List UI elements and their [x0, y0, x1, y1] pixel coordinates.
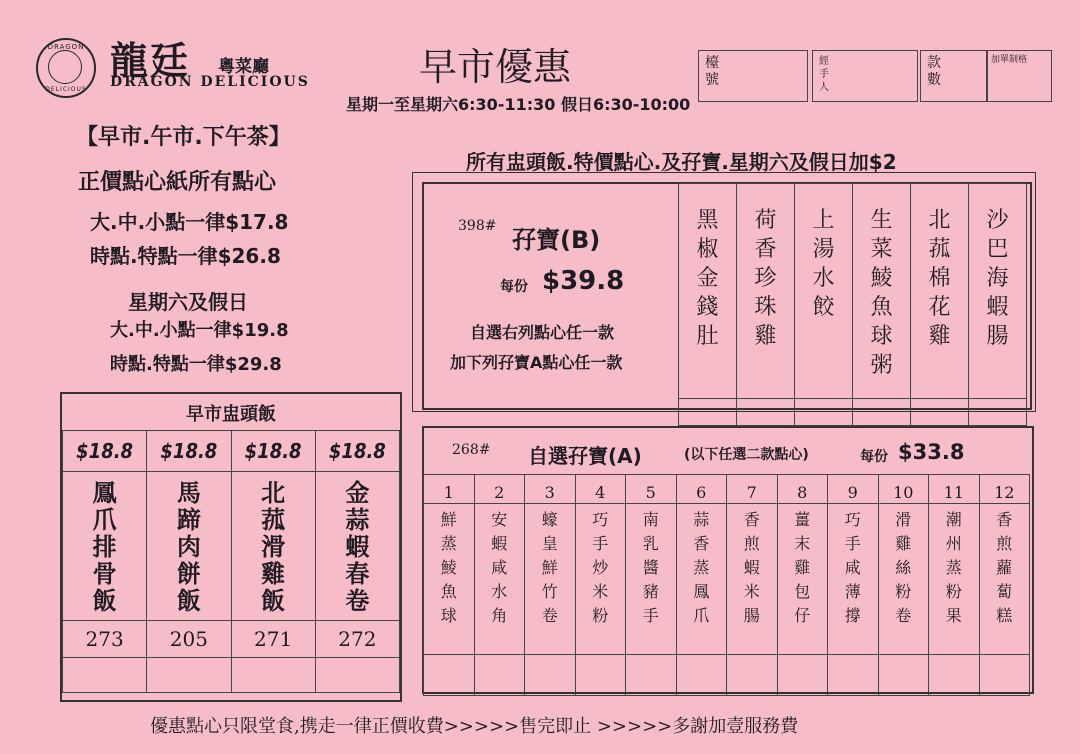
combo-a-item-name: 南 乳 醬 豬 手 [626, 504, 677, 655]
combo-a-item-number: 3 [525, 475, 576, 504]
combo-b-item: 生 菜 鯪 魚 球 粥 [853, 184, 911, 399]
brand-english: DRAGON DELICIOUS [110, 74, 310, 90]
combo-a-item-name: 蠔 皇 鮮 竹 卷 [525, 504, 576, 655]
combo-a-item-number: 7 [727, 475, 778, 504]
rice-price: $18.8 [315, 431, 399, 472]
combo-a-item-number: 1 [424, 475, 475, 504]
combo-a-qty-cell[interactable] [878, 655, 929, 696]
combo-a-qty-cell[interactable] [424, 655, 475, 696]
combo-b-code: 398# [458, 218, 497, 234]
rice-price: $18.8 [63, 431, 147, 472]
rice-qty-cell[interactable] [231, 658, 315, 693]
combo-a-item-number: 9 [828, 475, 879, 504]
rice-qty-cell[interactable] [315, 658, 399, 693]
brand-subtitle: 粵菜廳 [218, 57, 269, 77]
price-note-line-3: 大.中.小點一律$17.8 [90, 210, 289, 234]
combo-b-section [422, 182, 1032, 410]
footer-note: 優惠點心只限堂食,携走一律正價收費>>>>>售完即止 >>>>>多謝加壹服務費 [150, 716, 799, 737]
rice-item-name: 鳳 爪 排 骨 飯 [63, 472, 147, 621]
price-note-line-7: 時點.特點一律$29.8 [110, 354, 282, 375]
combo-b-qty-cell[interactable] [737, 399, 795, 426]
item-count-label: 款數 [927, 55, 941, 88]
combo-b-qty-cell[interactable] [853, 399, 911, 426]
combo-a-item-number: 10 [878, 475, 929, 504]
combo-a-code: 268# [452, 442, 491, 458]
combo-a-item-number: 12 [979, 475, 1030, 504]
combo-a-qty-cell[interactable] [676, 655, 727, 696]
combo-a-price-label: 每份 [860, 449, 888, 465]
price-note-line-4: 時點.特點一律$26.8 [90, 244, 281, 268]
rice-item-code: 205 [147, 621, 231, 658]
opening-hours: 星期一至星期六6:30-11:30 假日6:30-10:00 [346, 95, 691, 114]
combo-a-price: $33.8 [898, 440, 965, 464]
logo-ring-top: DRAGON [47, 43, 85, 51]
price-note-line-5: 星期六及假日 [128, 290, 248, 314]
extra-order-field[interactable] [986, 50, 1052, 102]
combo-b-qty-cell[interactable] [969, 399, 1027, 426]
combo-b-instruction-1: 自選右列點心任一款 [470, 323, 615, 342]
rice-item-name: 北 菰 滑 雞 飯 [231, 472, 315, 621]
combo-b-qty-cell[interactable] [679, 399, 737, 426]
combo-b-item: 沙 巴 海 蝦 腸 [969, 184, 1027, 399]
rice-pot-title: 早市盅頭飯 [186, 404, 276, 425]
combo-b-price: $39.8 [542, 266, 625, 296]
rice-item-name: 金 蒜 蝦 春 卷 [315, 472, 399, 621]
combo-a-qty-cell[interactable] [575, 655, 626, 696]
combo-b-qty-cell[interactable] [911, 399, 969, 426]
rice-price: $18.8 [147, 431, 231, 472]
combo-b-item: 黑 椒 金 錢 肚 [679, 184, 737, 399]
price-note-line-2: 正價點心紙所有點心 [78, 170, 277, 195]
combo-a-item-name: 安 蝦 咸 水 角 [474, 504, 525, 655]
combo-a-item-name: 巧 手 咸 薄 撐 [828, 504, 879, 655]
combo-b-title: 孖寶(B) [512, 226, 601, 254]
handler-field[interactable] [812, 50, 918, 102]
combo-a-items-table [423, 474, 1030, 696]
combo-b-item: 上 湯 水 餃 [795, 184, 853, 399]
combo-b-items-table [678, 183, 1027, 426]
rice-qty-cell[interactable] [147, 658, 231, 693]
rice-qty-cell[interactable] [63, 658, 147, 693]
rice-pot-table [62, 430, 400, 693]
combo-a-item-number: 11 [929, 475, 980, 504]
handler-label: 經手人 [819, 56, 829, 93]
rice-item-code: 272 [315, 621, 399, 658]
table-number-label: 檯號 [705, 55, 719, 88]
price-note-line-1: 【早市.午市.下午茶】 [76, 125, 291, 150]
combo-a-qty-cell[interactable] [474, 655, 525, 696]
combo-a-item-name: 巧 手 炒 米 粉 [575, 504, 626, 655]
combo-a-qty-cell[interactable] [777, 655, 828, 696]
logo-ring-bottom: DELICIOUS [45, 86, 87, 93]
combo-a-title: 自選孖寶(A) [528, 444, 642, 468]
combo-a-item-name: 蒜 香 蒸 鳳 爪 [676, 504, 727, 655]
item-count-field[interactable] [920, 50, 988, 102]
combo-a-item-number: 8 [777, 475, 828, 504]
combo-a-qty-cell[interactable] [828, 655, 879, 696]
combo-a-item-name: 潮 州 蒸 粉 果 [929, 504, 980, 655]
combo-a-item-number: 5 [626, 475, 677, 504]
combo-b-item: 北 菰 棉 花 雞 [911, 184, 969, 399]
combo-b-qty-cell[interactable] [795, 399, 853, 426]
combo-a-item-name: 滑 雞 絲 粉 卷 [878, 504, 929, 655]
combo-a-item-name: 薑 末 雞 包 仔 [777, 504, 828, 655]
rice-item-name: 馬 蹄 肉 餅 飯 [147, 472, 231, 621]
combo-b-item: 荷 香 珍 珠 雞 [737, 184, 795, 399]
combo-a-item-name: 鮮 蒸 鯪 魚 球 [424, 504, 475, 655]
rice-item-code: 271 [231, 621, 315, 658]
combo-a-qty-cell[interactable] [525, 655, 576, 696]
combo-a-item-number: 2 [474, 475, 525, 504]
combo-a-item-number: 6 [676, 475, 727, 504]
brand-name: 龍廷 [110, 38, 191, 83]
combo-b-instruction-2: 加下列孖寶A點心任一款 [450, 353, 623, 372]
combo-a-section [422, 426, 1034, 694]
table-number-field[interactable] [698, 50, 808, 102]
combo-a-qty-cell[interactable] [979, 655, 1030, 696]
rice-pot-section [60, 392, 402, 702]
combo-a-item-number: 4 [575, 475, 626, 504]
combo-a-item-name: 香 煎 蘿 蔔 糕 [979, 504, 1030, 655]
combo-b-price-label: 每份 [500, 279, 528, 295]
price-note-line-6: 大.中.小點一律$19.8 [110, 320, 289, 341]
combo-a-qty-cell[interactable] [929, 655, 980, 696]
rice-price: $18.8 [231, 431, 315, 472]
combo-a-qty-cell[interactable] [727, 655, 778, 696]
combo-a-qty-cell[interactable] [626, 655, 677, 696]
rice-item-code: 273 [63, 621, 147, 658]
page-title: 早市優惠 [418, 45, 571, 89]
extra-order-label: 加單制格 [991, 55, 1028, 65]
combo-a-subtitle: (以下任選二款點心) [684, 447, 809, 463]
logo [36, 38, 96, 98]
weekend-surcharge-note: 所有盅頭飯.特價點心.及孖寶.星期六及假日加$2 [466, 150, 897, 174]
combo-a-item-name: 香 煎 蝦 米 腸 [727, 504, 778, 655]
